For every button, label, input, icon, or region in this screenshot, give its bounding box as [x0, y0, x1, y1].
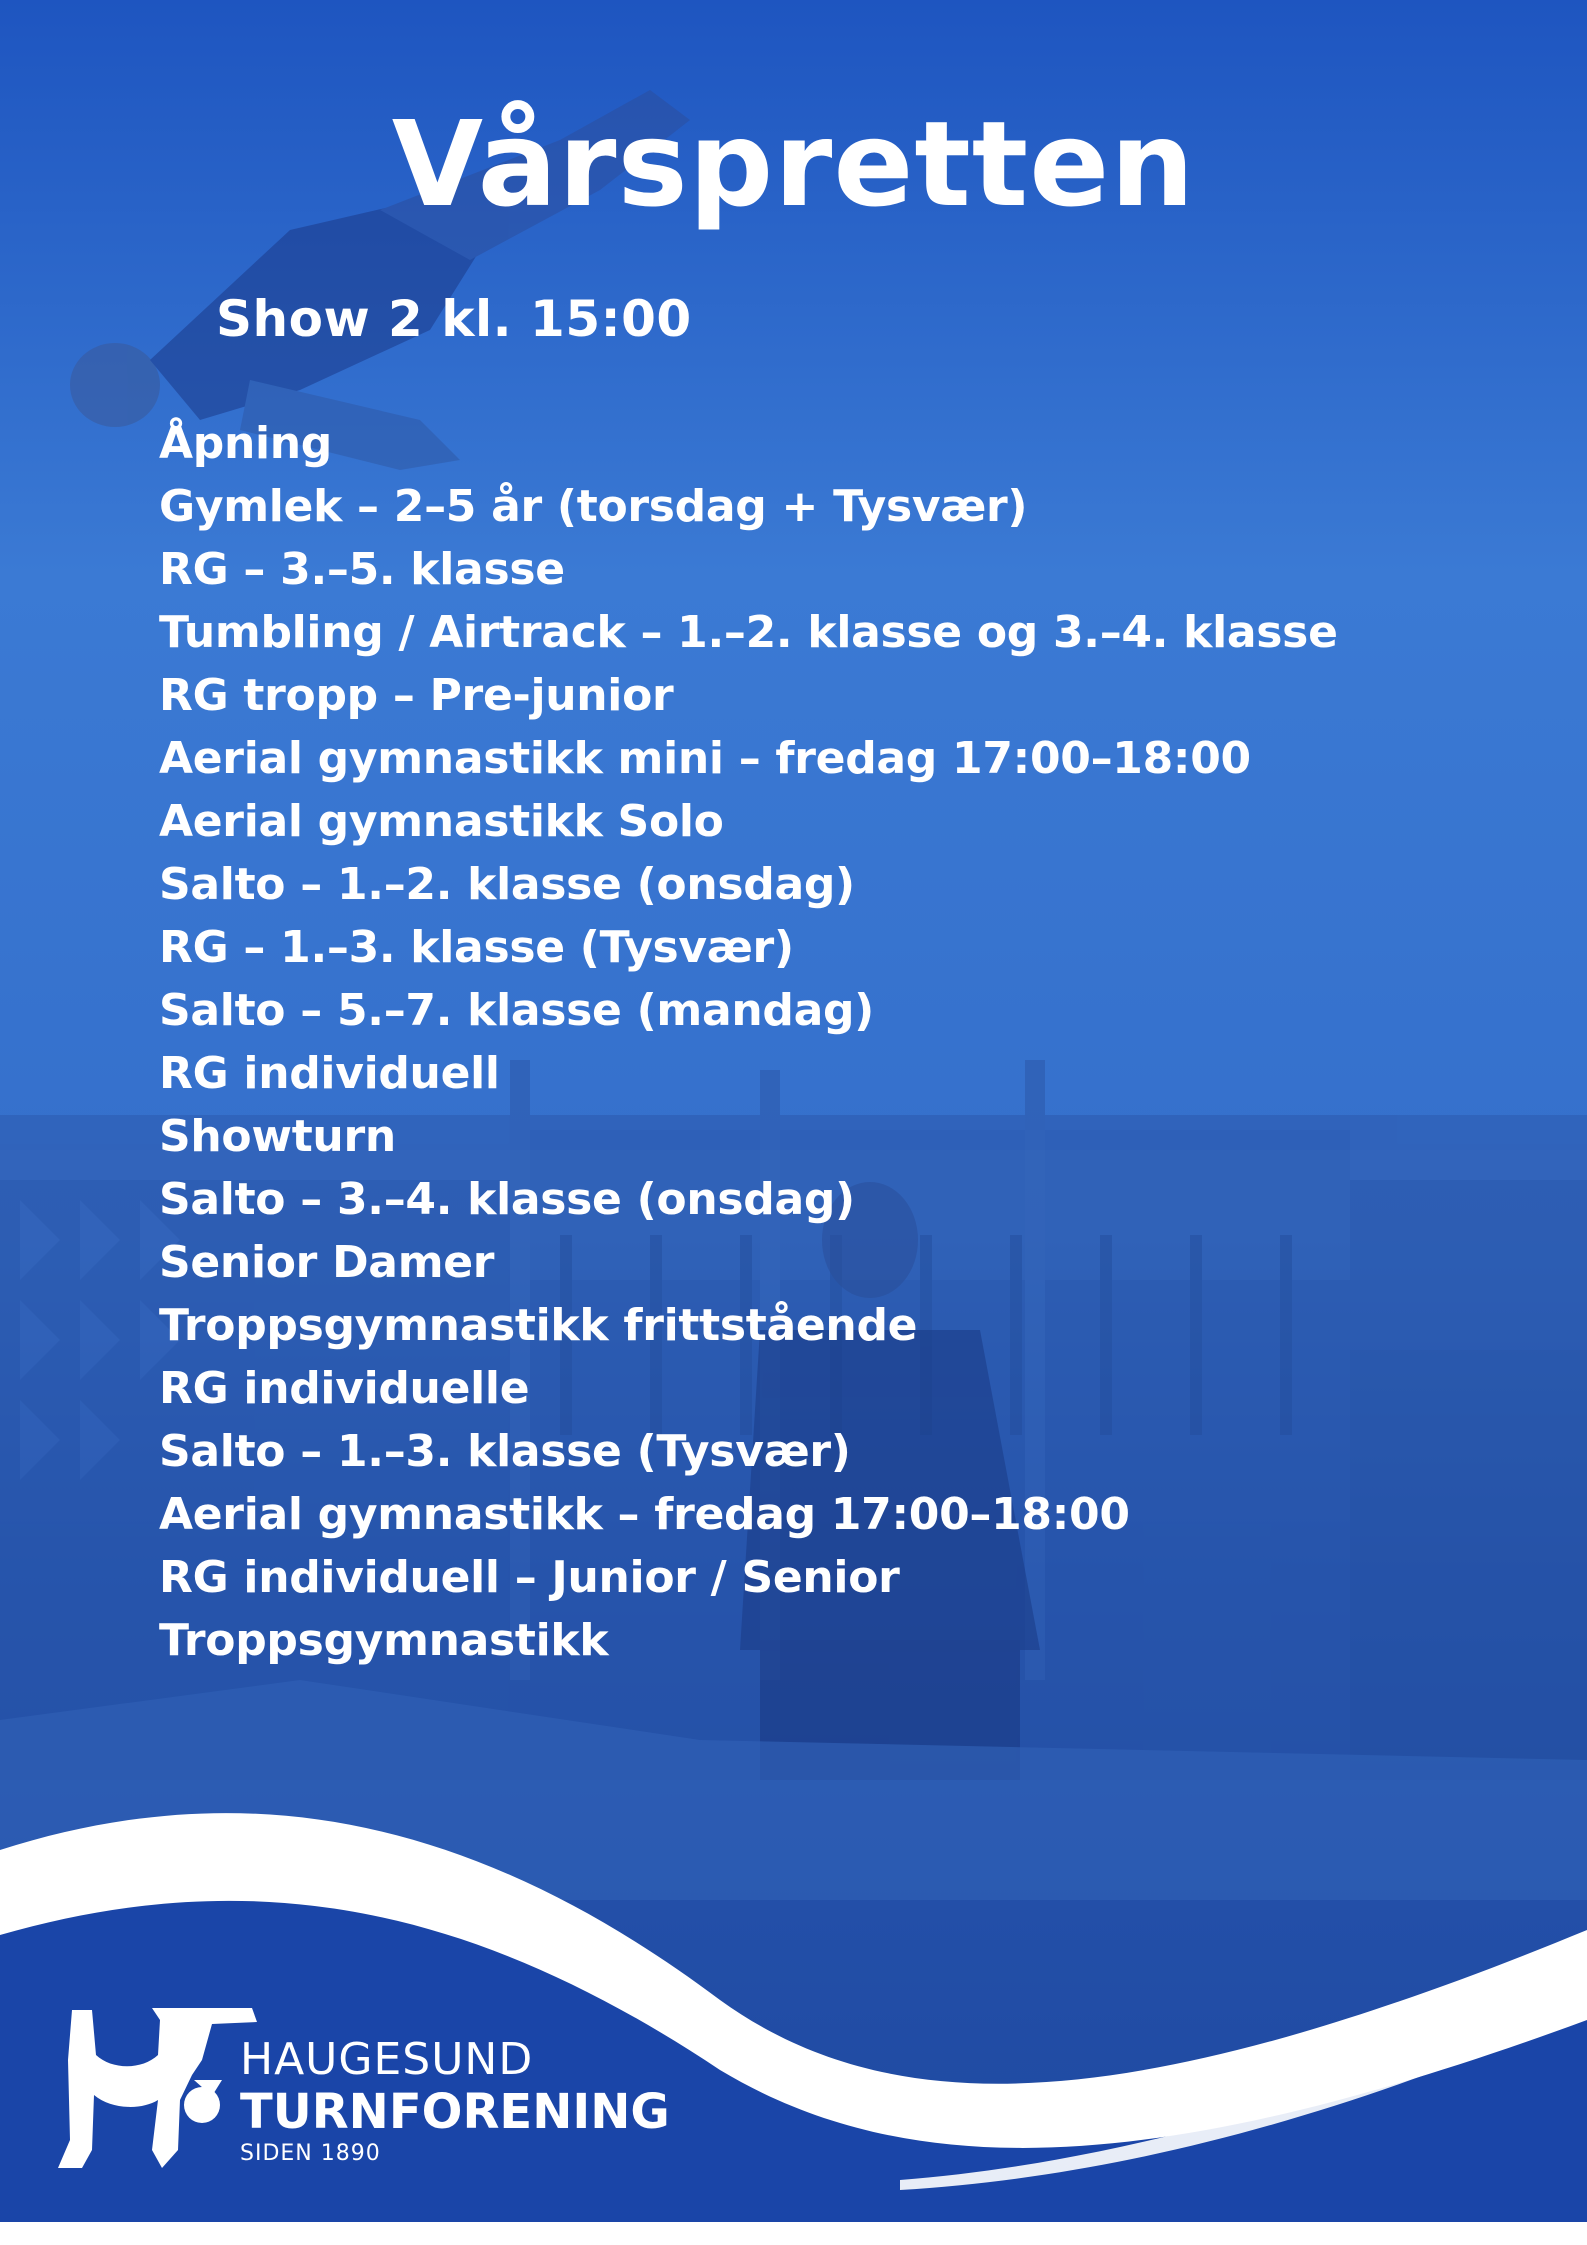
program-item: RG individuelle [159, 1363, 530, 1414]
program-item: Aerial gymnastikk – fredag 17:00–18:00 [159, 1489, 1130, 1540]
bottom-strip [0, 2222, 1587, 2245]
program-item: Showturn [159, 1111, 396, 1162]
club-name [240, 2035, 670, 2169]
program-list [159, 412, 1459, 1672]
program-item: Salto – 1.–3. klasse (Tysvær) [159, 1426, 851, 1477]
program-item: Salto – 5.–7. klasse (mandag) [159, 985, 874, 1036]
program-item: Salto – 1.–2. klasse (onsdag) [159, 859, 855, 910]
club-name-line2: TURNFORENING [240, 2084, 670, 2140]
program-item: Åpning [159, 418, 332, 469]
program-item: Tumbling / Airtrack – 1.–2. klasse og 3.–4. klasse [159, 607, 1338, 658]
program-item: Gymlek – 2–5 år (torsdag + Tysvær) [159, 481, 1028, 532]
program-item: Troppsgymnastikk frittstående [159, 1300, 918, 1351]
program-item: RG tropp – Pre-junior [159, 670, 674, 721]
club-name-line1: HAUGESUND [240, 2034, 534, 2085]
club-founded: SIDEN 1890 [240, 2141, 381, 2166]
program-item: Senior Damer [159, 1237, 495, 1288]
program-item: Aerial gymnastikk mini – fredag 17:00–18:00 [159, 733, 1251, 784]
program-item: RG individuell [159, 1048, 500, 1099]
program-item: Troppsgymnastikk [159, 1615, 609, 1666]
program-item: RG – 3.–5. klasse [159, 544, 565, 595]
program-item: Salto – 3.–4. klasse (onsdag) [159, 1174, 855, 1225]
program-item: RG – 1.–3. klasse (Tysvær) [159, 922, 794, 973]
club-emblem-icon [52, 2000, 268, 2170]
poster-title: Vårspretten [391, 95, 1196, 233]
show-time-subtitle: Show 2 kl. 15:00 [216, 290, 692, 348]
program-item: RG individuell – Junior / Senior [159, 1552, 900, 1603]
program-item: Aerial gymnastikk Solo [159, 796, 724, 847]
